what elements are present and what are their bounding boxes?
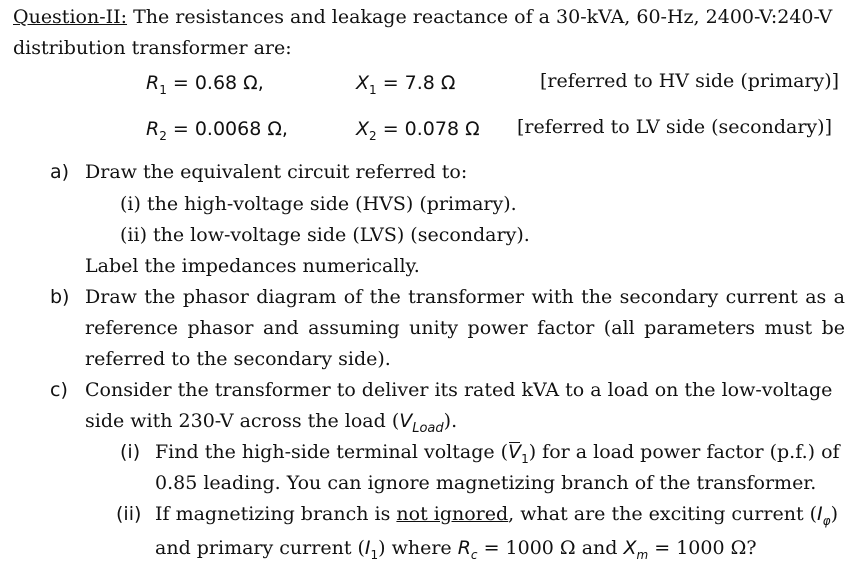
param-x2: $X_2 = 0.078$ Ω — [356, 118, 480, 143]
part-c-item-2-line-1: If magnetizing branch is not ignored, what are the exciting current $(I_\varphi)$ — [155, 503, 838, 528]
part-b-line-3: referred to the secondary side). — [85, 348, 391, 370]
param-note-lv: [referred to LV side (secondary)] — [517, 116, 832, 138]
part-b-line-2: reference phasor and assuming unity power factor (all parameters must be — [85, 317, 845, 339]
part-a-footer: Label the impedances numerically. — [85, 255, 420, 277]
part-a-item-1: (i) the high-voltage side (HVS) (primary). — [120, 193, 517, 215]
param-x1: $X_1 = 7.8$ Ω — [356, 72, 456, 97]
param-r1: $R_1 = 0.68$ Ω, — [146, 72, 264, 97]
param-note-hv: [referred to HV side (primary)] — [540, 70, 840, 92]
part-a-item-2: (ii) the low-voltage side (LVS) (secondary). — [120, 224, 530, 246]
part-c-item-2-line-2: and primary current $(I_1)$ where $R_c = 1000$ Ω and $X_m = 1000$ Ω? — [155, 537, 757, 562]
part-c-line-2: side with 230-V across the load $(V_{Load})$. — [85, 410, 458, 436]
part-c-item-1-marker: (i) — [120, 441, 141, 463]
part-c-line-1: Consider the transformer to deliver its rated kVA to a load on the low-voltage — [85, 379, 833, 401]
part-c-item-1-line-2: 0.85 leading. You can ignore magnetizing branch of the transformer. — [155, 472, 817, 494]
part-c-marker: c) — [50, 379, 68, 401]
part-b-line-1: Draw the phasor diagram of the transformer with the secondary current as a — [85, 286, 845, 308]
part-a-text: Draw the equivalent circuit referred to: — [85, 161, 468, 183]
question-intro-text: The resistances and leakage reactance of a 30-kVA, 60-Hz, 2400-V:240-V — [127, 6, 833, 28]
part-c-item-2-marker: (ii) — [116, 503, 142, 525]
part-b-marker: b) — [50, 286, 70, 308]
question-intro-line-2: distribution transformer are: — [13, 37, 292, 59]
part-c-item-1-line-1: Find the high-side terminal voltage $(V_1)$ for a load power factor (p.f.) of — [155, 441, 840, 466]
part-a-marker: a) — [50, 161, 70, 183]
question-label: Question-II: — [13, 6, 128, 28]
question-intro-line-1 — [13, 6, 832, 28]
param-r2: $R_2 = 0.0068$ Ω, — [146, 118, 288, 143]
